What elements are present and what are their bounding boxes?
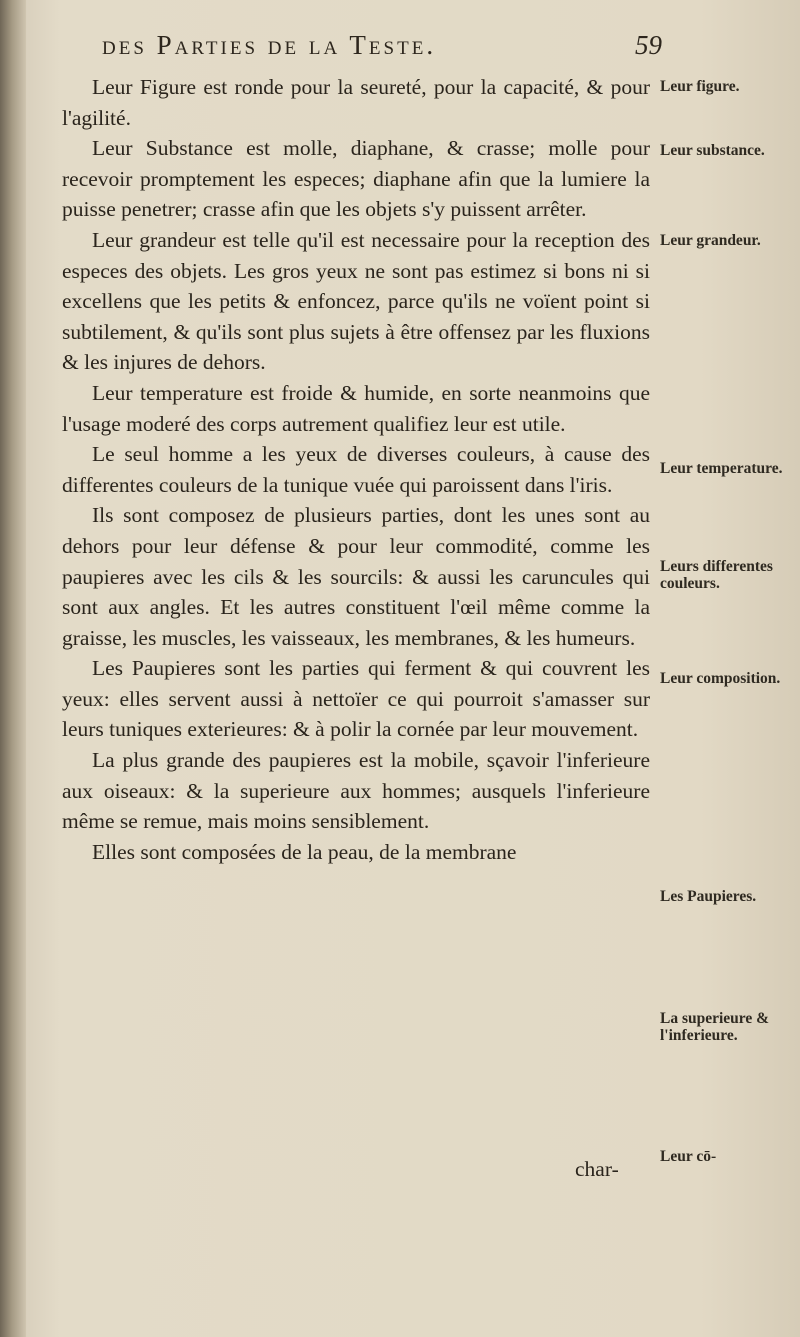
margin-note-couleurs: Leurs differentes couleurs. xyxy=(660,558,773,592)
running-header xyxy=(102,30,662,74)
paragraph-substance: Leur Substance est molle, diaphane, & crasse; molle pour recevoir promptement les especes; diaphane afin que la lumiere la puisse penetrer; crasse afin que les objets s'y puissent arrêter. xyxy=(62,136,650,222)
catchword: char- xyxy=(575,1157,619,1181)
margin-note-figure: Leur figure. xyxy=(660,78,740,95)
margin-note-composition-2: Leur cō- xyxy=(660,1148,717,1165)
paragraph-paupieres: Les Paupieres sont les parties qui ferment & qui couvrent les yeux: elles servent aussi à nettoïer ce qui pourroit s'amasser sur leurs tuniques exterieures: & à polir la cornée par leur mouvement. xyxy=(62,656,650,742)
margin-note-superieure: La superieure & l'inferieure. xyxy=(660,1010,770,1044)
margin-note-grandeur: Leur grandeur. xyxy=(660,232,761,249)
paragraph-grandeur: Leur grandeur est telle qu'il est necessaire pour la reception des especes des objets. Les gros yeux ne sont pas estimez si bons ni si excellens que les petits & enfoncez, parce qu'ils ne voïent point si subtilement, & qu'ils sont plus sujets à être offensez par les fluxions & les injures de dehors. xyxy=(62,227,650,375)
page-spine-shadow xyxy=(0,0,26,1337)
paragraph-composees: Elles sont composées de la peau, de la membrane xyxy=(92,839,517,864)
paragraph-figure: Leur Figure est ronde pour la seureté, pour la capacité, & pour l'agilité. xyxy=(62,75,650,130)
main-text xyxy=(62,72,650,867)
paragraph-temperature: Leur temperature est froide & humide, en sorte neanmoins que l'usage moderé des corps autrement qualifiez leur est utile. xyxy=(62,380,650,436)
margin-note-composition: Leur composition. xyxy=(660,670,781,687)
paragraph-composition: Ils sont composez de plusieurs parties, dont les unes sont au dehors pour leur défense & pour leur commodité, comme les paupieres avec les cils & les sourcils: & aussi les caruncules qui sont aux angles. Et les autres constituent l'œil même comme la graisse, les muscles, les vaisseaux, les membranes, & les humeurs. xyxy=(62,503,650,650)
running-title: des Parties de la Teste. xyxy=(102,30,437,60)
paragraph-mobile: La plus grande des paupieres est la mobile, sçavoir l'inferieure aux oiseaux: & la superieure aux hommes; ausquels l'inferieure même se remue, mais moins sensiblement. xyxy=(62,748,650,834)
margin-note-substance: Leur substance. xyxy=(660,142,765,159)
page-number: 59 xyxy=(635,30,662,60)
paragraph-couleurs: Le seul homme a les yeux de diverses couleurs, à cause des differentes couleurs de la tunique vuée qui paroissent dans l'iris. xyxy=(62,442,650,497)
margin-note-temperature: Leur temperature. xyxy=(660,460,783,477)
margin-note-paupieres: Les Paupieres. xyxy=(660,888,757,905)
